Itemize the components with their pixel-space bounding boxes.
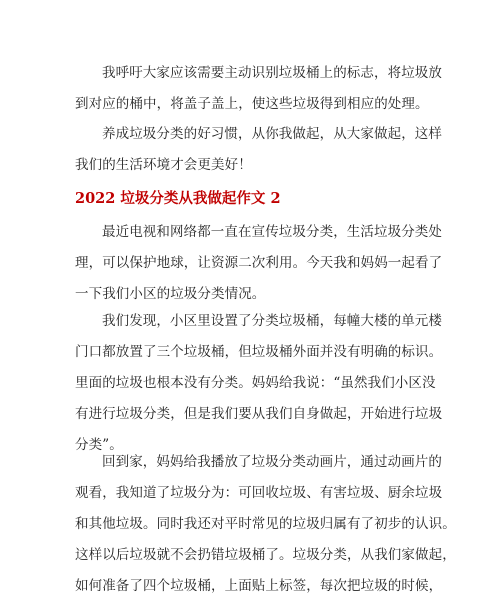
text-line: 分类”。 <box>75 437 123 453</box>
text-line: 和其他垃圾。同时我还对平时常见的垃圾归属有了初步的认识。 <box>75 516 456 532</box>
text-line: 到对应的桶中，将盖子盖上，使这些垃圾得到相应的处理。 <box>75 96 429 112</box>
text-line: 这样以后垃圾就不会扔错垃圾桶了。垃圾分类，从我们家做起， <box>75 547 456 563</box>
text-line: 门口都放置了三个垃圾桶，但垃圾桶外面并没有明确的标识。 <box>75 344 443 360</box>
text-line: 一下我们小区的垃圾分类情况。 <box>75 286 266 302</box>
text-line: 回到家，妈妈给我播放了垃圾分类动画片，通过动画片的 <box>102 454 442 470</box>
text-line: 我们的生活环境才会更美好！ <box>75 157 252 173</box>
text-line: 观看，我知道了垃圾分为：可回收垃圾、有害垃圾、厨余垃圾 <box>75 485 443 501</box>
paragraph-3 <box>75 217 443 310</box>
paragraph-2 <box>75 119 442 181</box>
text-line: 我们发现，小区里设置了分类垃圾桶，每幢大楼的单元楼 <box>102 313 442 329</box>
text-line: 如何准备了四个垃圾桶，上面贴上标签，每次把垃圾的时候， <box>75 578 443 594</box>
text-line: 最近电视和网络都一直在宣传垃圾分类，生活垃圾分类处 <box>102 224 442 240</box>
text-line: 里面的垃圾也根本没有分类。妈妈给我说：“虽然我们小区没 <box>75 375 436 391</box>
paragraph-4 <box>75 306 443 461</box>
paragraph-1 <box>75 58 442 120</box>
text-line: 养成垃圾分类的好习惯，从你我做起，从大家做起，这样 <box>102 126 442 142</box>
text-line: 有进行垃圾分类，但是我们要从我们自身做起，开始进行垃圾 <box>75 406 443 422</box>
text-line: 我呼吁大家应该需要主动识别垃圾桶上的标志，将垃圾放 <box>102 65 442 81</box>
section-heading: 2022 垃圾分类从我做起作文 2 <box>75 190 281 207</box>
paragraph-5 <box>75 447 456 602</box>
text-line: 理，可以保护地球，让资源二次利用。今天我和妈妈一起看了 <box>75 255 443 271</box>
